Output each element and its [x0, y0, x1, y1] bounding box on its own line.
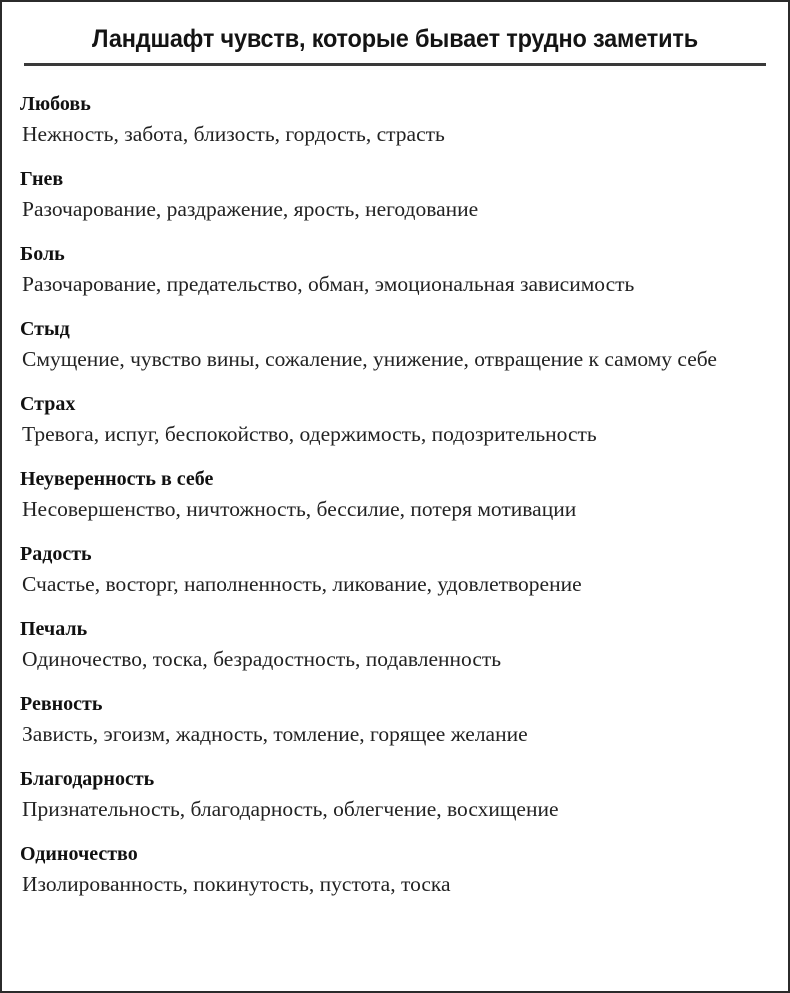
- title-block: [2, 2, 788, 66]
- feeling-section: [20, 317, 768, 374]
- feeling-heading: Страх: [20, 393, 76, 415]
- feeling-items: Изолированность, покинутость, пустота, тоска: [22, 872, 451, 896]
- feeling-items: Нежность, забота, близость, гордость, страсть: [22, 122, 445, 146]
- feeling-heading: Любовь: [20, 93, 91, 115]
- feeling-items: Несовершенство, ничтожность, бессилие, потеря мотивации: [22, 497, 577, 521]
- feeling-items: Смущение, чувство вины, сожаление, унижение, отвращение к самому себе: [22, 347, 717, 371]
- feeling-heading: Одиночество: [20, 843, 138, 865]
- feeling-section: [20, 842, 768, 899]
- feeling-items: Счастье, восторг, наполненность, ликование, удовлетворение: [22, 572, 582, 596]
- feeling-section: [20, 692, 768, 749]
- feeling-heading: Печаль: [20, 618, 88, 640]
- feeling-heading: Гнев: [20, 168, 64, 190]
- feeling-items: Одиночество, тоска, безрадостность, подавленность: [22, 647, 502, 671]
- feeling-heading: Радость: [20, 543, 92, 565]
- feeling-items: Зависть, эгоизм, жадность, томление, горящее желание: [22, 722, 528, 746]
- feeling-section: [20, 242, 768, 299]
- feeling-heading: Благодарность: [20, 768, 155, 790]
- feeling-items: Разочарование, предательство, обман, эмоциональная зависимость: [22, 272, 635, 296]
- feeling-heading: Неуверенность в себе: [20, 468, 214, 490]
- feeling-heading: Ревность: [20, 693, 103, 715]
- feeling-section: [20, 767, 768, 824]
- feeling-heading: Стыд: [20, 318, 70, 340]
- feeling-section: [20, 392, 768, 449]
- feeling-heading: Боль: [20, 243, 65, 265]
- feeling-section: [20, 467, 768, 524]
- page-title: Ландшафт чувств, которые бывает трудно заметить: [92, 25, 698, 53]
- feelings-section-list: [2, 66, 788, 899]
- feeling-items: Признательность, благодарность, облегчение, восхищение: [22, 797, 559, 821]
- feeling-section: [20, 167, 768, 224]
- feeling-items: Разочарование, раздражение, ярость, негодование: [22, 197, 479, 221]
- feeling-section: [20, 542, 768, 599]
- feeling-items: Тревога, испуг, беспокойство, одержимость, подозрительность: [22, 422, 597, 446]
- feeling-section: [20, 92, 768, 149]
- feeling-section: [20, 617, 768, 674]
